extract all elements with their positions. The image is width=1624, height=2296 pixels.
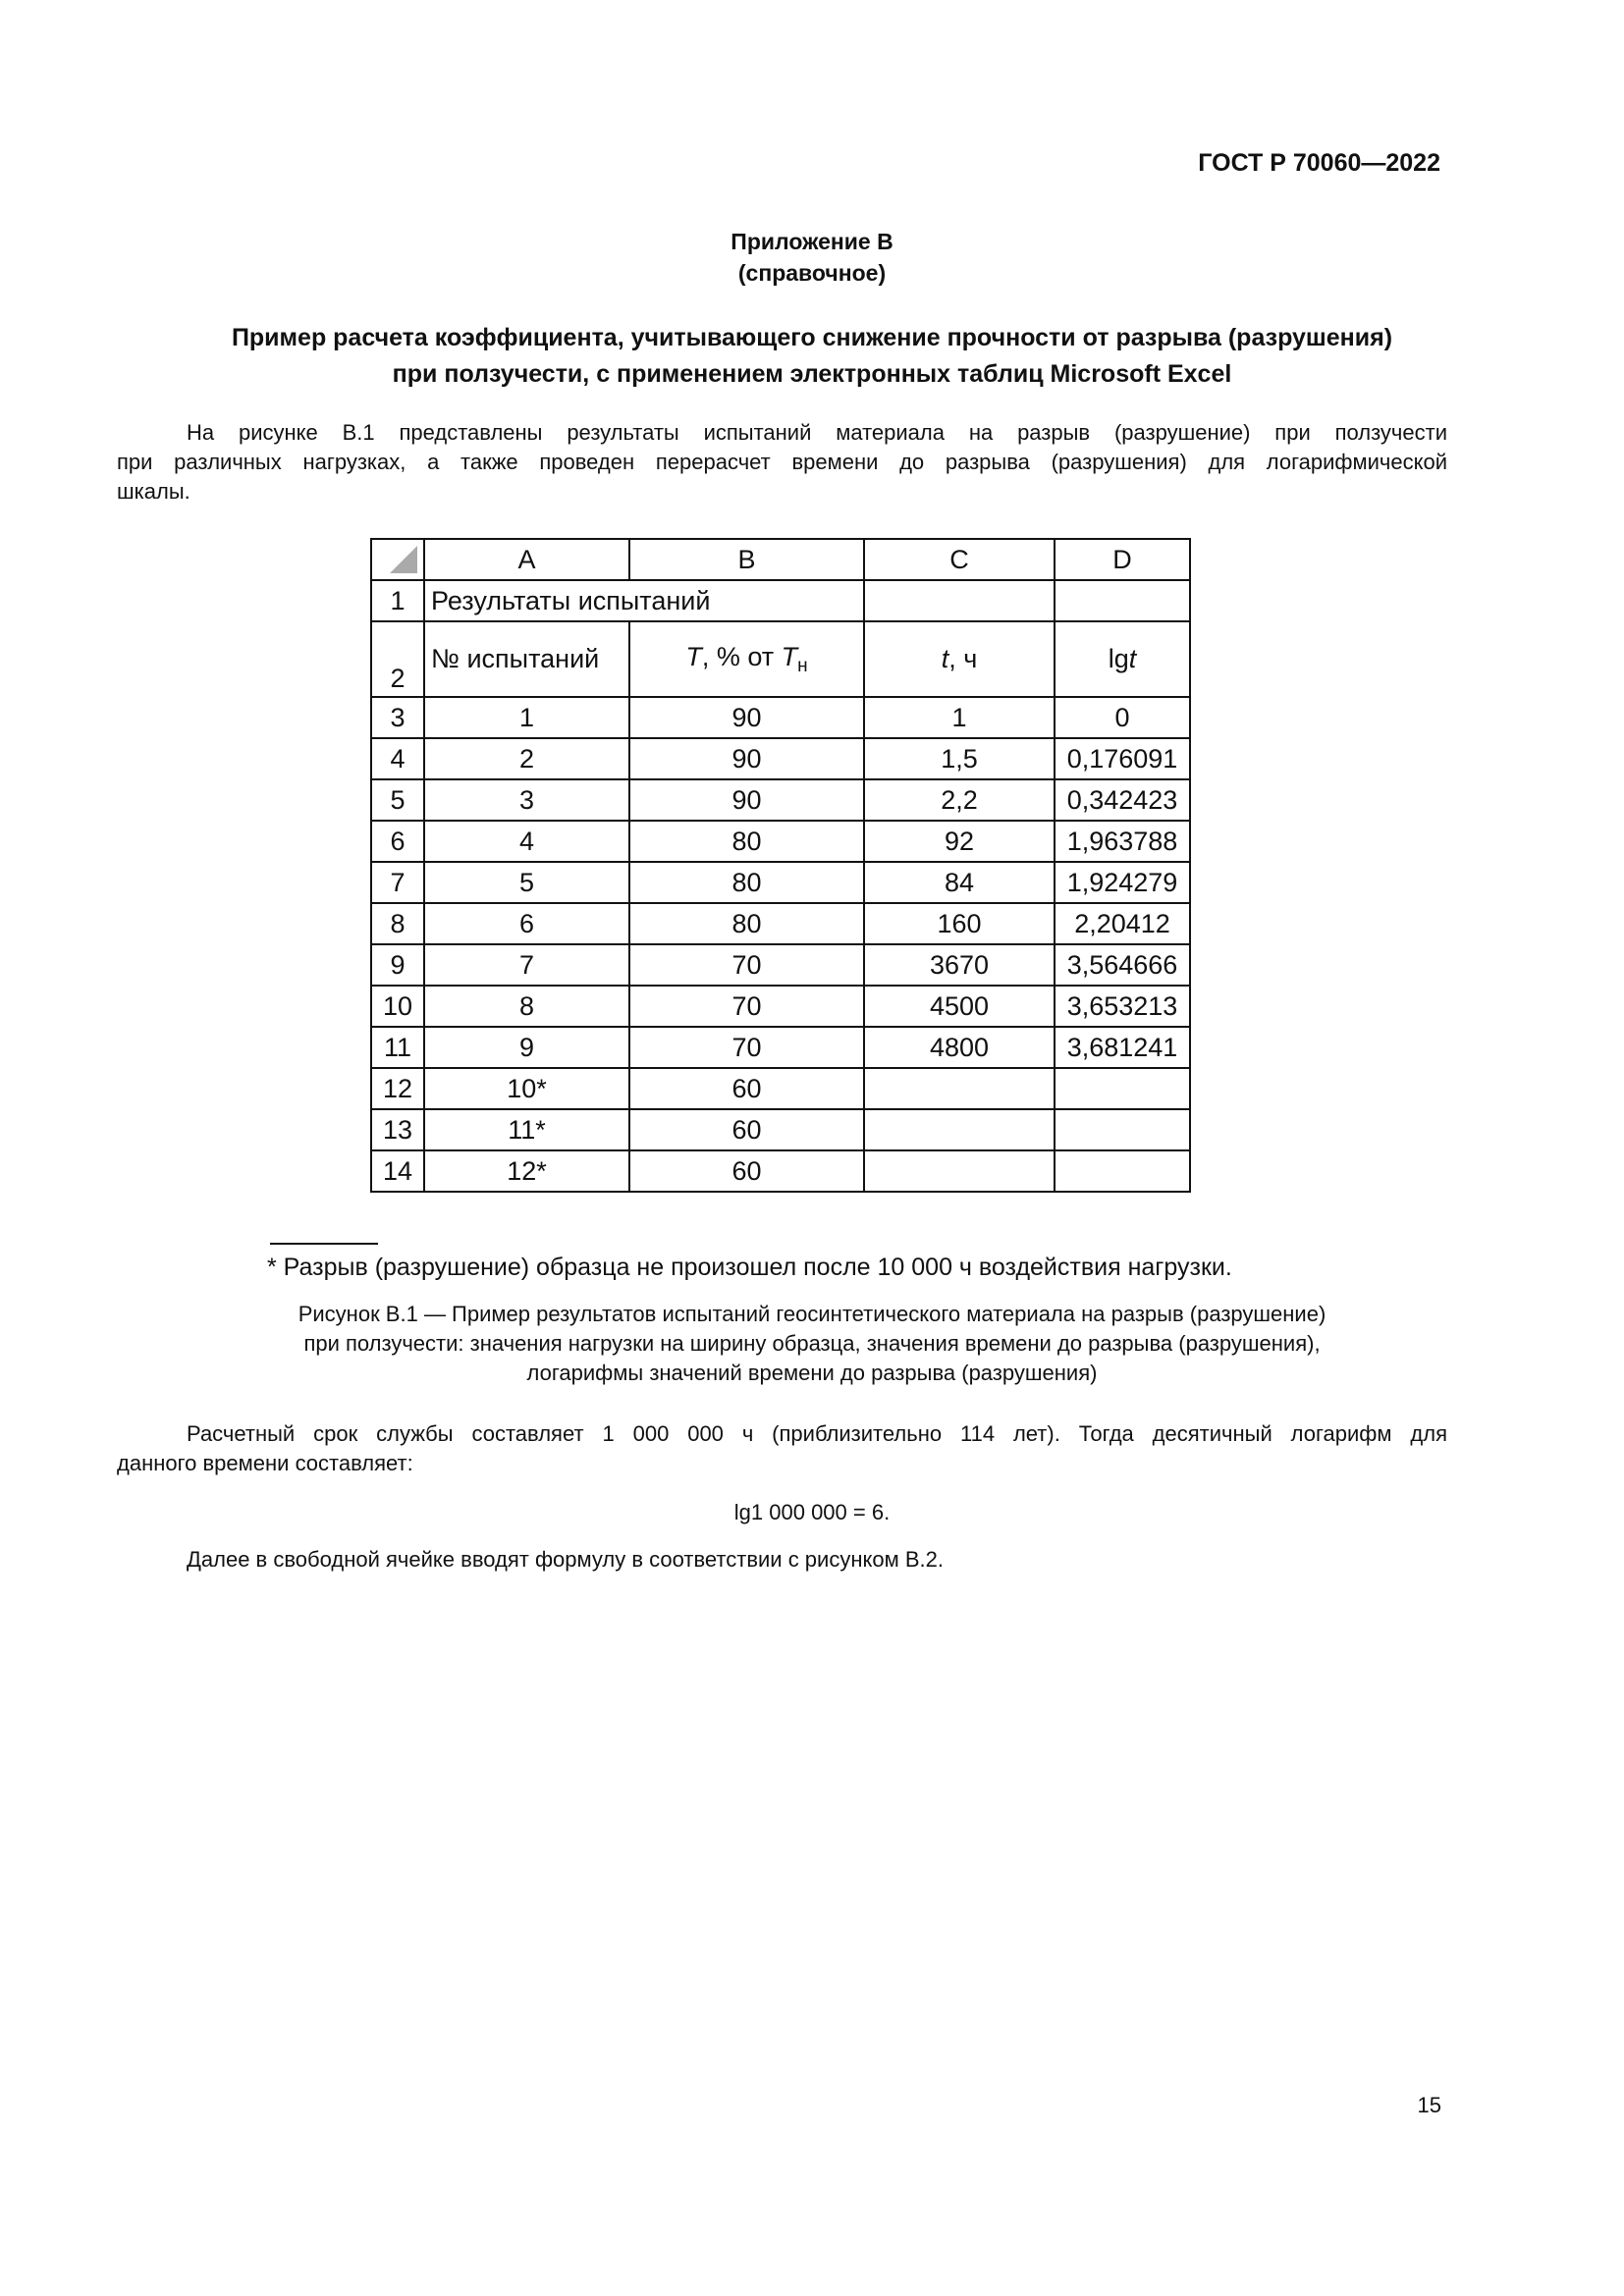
- cell-load: 60: [629, 1150, 864, 1192]
- row-number: 2: [371, 621, 424, 697]
- row-number: 3: [371, 697, 424, 738]
- cell-test-number: 6: [424, 903, 629, 944]
- cell-load: 80: [629, 862, 864, 903]
- caption-line-3: логарифмы значений времени до разрыва (разрушения): [526, 1361, 1098, 1385]
- cell-load: 80: [629, 821, 864, 862]
- table-row: [371, 1068, 1190, 1109]
- cell-log-time: 0,342423: [1055, 779, 1190, 821]
- cell-time: 160: [864, 903, 1055, 944]
- caption-line-2: при ползучести: значения нагрузки на ширину образца, значения времени до разрыва (разрушения),: [303, 1331, 1321, 1356]
- cell-test-number: 1: [424, 697, 629, 738]
- column-header-a: A: [424, 539, 629, 580]
- cell-log-time: [1055, 1150, 1190, 1192]
- row-number: 6: [371, 821, 424, 862]
- figure-caption: [0, 1300, 1624, 1388]
- table-row: [371, 944, 1190, 986]
- cell-time: 1: [864, 697, 1055, 738]
- row-number: 5: [371, 779, 424, 821]
- row-number: 7: [371, 862, 424, 903]
- cell-log-time: 3,564666: [1055, 944, 1190, 986]
- cell-log-time: 3,653213: [1055, 986, 1190, 1027]
- cell-test-number: 5: [424, 862, 629, 903]
- row-number: 9: [371, 944, 424, 986]
- standard-code: ГОСТ Р 70060—2022: [1198, 149, 1440, 177]
- cell-time: 92: [864, 821, 1055, 862]
- cell-test-number: 9: [424, 1027, 629, 1068]
- table-row: [371, 903, 1190, 944]
- spreadsheet-figure: [370, 538, 1191, 1193]
- cell-log-time: 1,924279: [1055, 862, 1190, 903]
- footnote-rule: [270, 1243, 378, 1245]
- load-var-2: T: [781, 641, 798, 671]
- title-row: [371, 580, 1190, 621]
- cell-test-number: 2: [424, 738, 629, 779]
- cell-log-time: 2,20412: [1055, 903, 1190, 944]
- column-header-b: B: [629, 539, 864, 580]
- service-line-1: Расчетный срок службы составляет 1 000 000 ч (приблизительно 114 лет). Тогда десятичный логарифм для: [187, 1421, 1447, 1446]
- load-subscript: н: [797, 655, 808, 676]
- row-number: 4: [371, 738, 424, 779]
- cell-log-time: 1,963788: [1055, 821, 1190, 862]
- footnote: * Разрыв (разрушение) образца не произошел после 10 000 ч воздействия нагрузки.: [267, 1254, 1232, 1281]
- cell-time: [864, 1068, 1055, 1109]
- row-number: 14: [371, 1150, 424, 1192]
- cell-time: 3670: [864, 944, 1055, 986]
- cell-load: 90: [629, 738, 864, 779]
- load-mid: , % от: [701, 641, 782, 671]
- cell-test-number: 10*: [424, 1068, 629, 1109]
- next-step-paragraph: [187, 1545, 1463, 1575]
- table-row: [371, 1027, 1190, 1068]
- cell-log-time: 0: [1055, 697, 1190, 738]
- column-header-d: D: [1055, 539, 1190, 580]
- table-row: [371, 986, 1190, 1027]
- column-header-row: [371, 539, 1190, 580]
- time-unit: , ч: [948, 644, 978, 673]
- cell-load: 70: [629, 986, 864, 1027]
- table-row: [371, 821, 1190, 862]
- cell-time: [864, 1109, 1055, 1150]
- table-row: [371, 738, 1190, 779]
- row-number: 12: [371, 1068, 424, 1109]
- cell-test-number: 4: [424, 821, 629, 862]
- row-number: 1: [371, 580, 424, 621]
- intro-line-2: при различных нагрузках, а также проведен перерасчет времени до разрыва (разрушения) для логарифмической: [117, 450, 1447, 474]
- cell-load: 60: [629, 1068, 864, 1109]
- table-row: [371, 779, 1190, 821]
- intro-paragraph: [117, 418, 1447, 507]
- page-number: 15: [1417, 2093, 1441, 2117]
- cell-time: [864, 1150, 1055, 1192]
- next-step-line: Далее в свободной ячейке вводят формулу в соответствии с рисунком В.2.: [187, 1547, 944, 1572]
- cell-log-time: [1055, 1068, 1190, 1109]
- empty-cell: [1055, 580, 1190, 621]
- row-number: 13: [371, 1109, 424, 1150]
- document-title-line-1: Пример расчета коэффициента, учитывающего снижение прочности от разрыва (разрушения): [231, 324, 1393, 351]
- appendix-subtitle: (справочное): [737, 260, 887, 286]
- document-title-line-2: при ползучести, с применением электронных таблиц Microsoft Excel: [392, 360, 1232, 388]
- table-row: [371, 697, 1190, 738]
- log-var: t: [1128, 644, 1137, 673]
- service-life-paragraph: [117, 1419, 1447, 1478]
- row-number: 11: [371, 1027, 424, 1068]
- table-title-cell: Результаты испытаний: [424, 580, 864, 621]
- header-load: [629, 621, 864, 697]
- field-header-row: [371, 621, 1190, 697]
- column-header-c: C: [864, 539, 1055, 580]
- cell-test-number: 11*: [424, 1109, 629, 1150]
- header-time: [864, 621, 1055, 697]
- cell-load: 80: [629, 903, 864, 944]
- header-test-number: № испытаний: [424, 621, 629, 697]
- select-all-corner: [371, 539, 424, 580]
- cell-test-number: 7: [424, 944, 629, 986]
- row-number: 10: [371, 986, 424, 1027]
- service-line-2: данного времени составляет:: [117, 1451, 413, 1475]
- cell-time: 4800: [864, 1027, 1055, 1068]
- cell-load: 60: [629, 1109, 864, 1150]
- intro-line-1: На рисунке В.1 представлены результаты испытаний материала на разрыв (разрушение) при ползучести: [187, 420, 1447, 445]
- time-var: t: [941, 644, 949, 673]
- appendix-title: Приложение В: [731, 229, 893, 254]
- table-row: [371, 1109, 1190, 1150]
- document-title: [98, 320, 1526, 393]
- cell-load: 90: [629, 697, 864, 738]
- cell-time: 4500: [864, 986, 1055, 1027]
- header-log-time: [1055, 621, 1190, 697]
- intro-line-3: шкалы.: [117, 479, 190, 504]
- log-formula: lg1 000 000 = 6.: [733, 1500, 891, 1524]
- cell-time: 2,2: [864, 779, 1055, 821]
- load-var: T: [685, 641, 702, 671]
- cell-log-time: 3,681241: [1055, 1027, 1190, 1068]
- cell-time: 84: [864, 862, 1055, 903]
- cell-load: 90: [629, 779, 864, 821]
- cell-load: 70: [629, 944, 864, 986]
- cell-log-time: 0,176091: [1055, 738, 1190, 779]
- log-prefix: lg: [1108, 644, 1129, 673]
- table-row: [371, 862, 1190, 903]
- caption-line-1: Рисунок В.1 — Пример результатов испытаний геосинтетического материала на разрыв (разрушение): [298, 1302, 1326, 1326]
- table-row: [371, 1150, 1190, 1192]
- cell-time: 1,5: [864, 738, 1055, 779]
- cell-log-time: [1055, 1109, 1190, 1150]
- cell-test-number: 3: [424, 779, 629, 821]
- cell-test-number: 12*: [424, 1150, 629, 1192]
- cell-load: 70: [629, 1027, 864, 1068]
- cell-test-number: 8: [424, 986, 629, 1027]
- empty-cell: [864, 580, 1055, 621]
- row-number: 8: [371, 903, 424, 944]
